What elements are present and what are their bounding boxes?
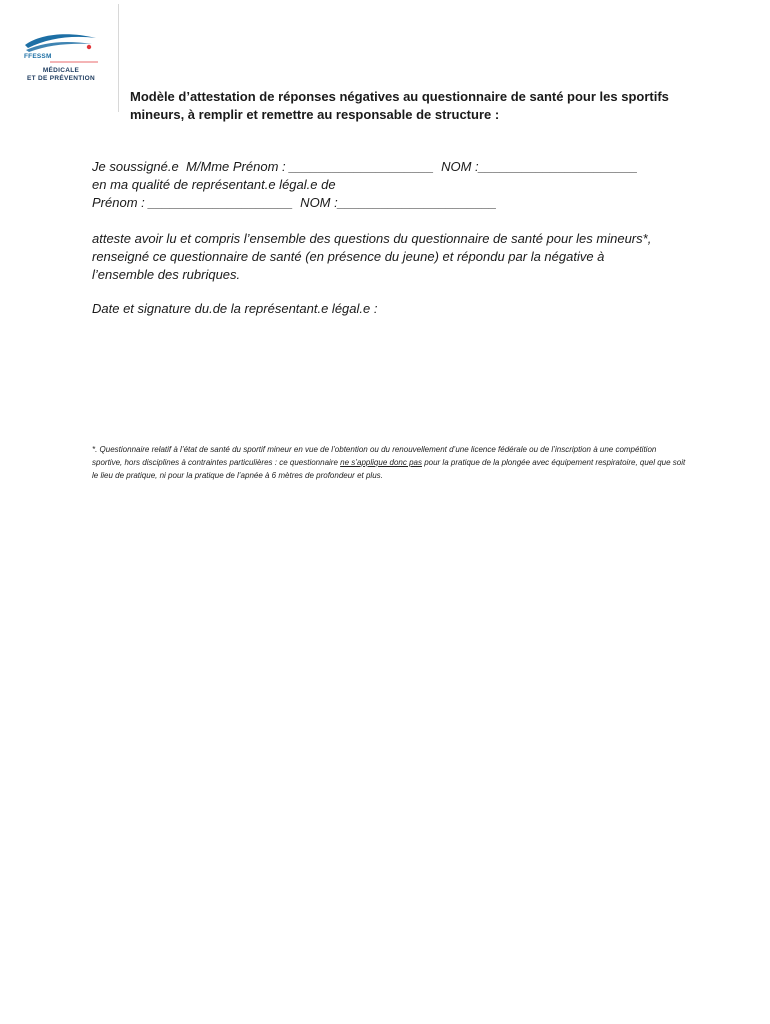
logo-subtitle-line1: MÉDICALE <box>42 67 80 74</box>
footnote-text-2: pour la pratique de la plongée avec équipement respiratoire, quel que soit le lieu de pratique, ni pour la pratique de l’apnée à 6 mètres de profondeur et plus. <box>92 458 686 480</box>
footnote <box>92 443 687 482</box>
logo-subtitle-line2: ET DE PRÉVENTION <box>26 75 95 82</box>
header-divider <box>118 4 119 112</box>
name-line: Je soussigné.e M/Mme Prénom : ____________________ NOM :______________________ <box>92 159 638 174</box>
logo-brand-text: FFESSM <box>24 53 52 60</box>
document-title: Modèle d’attestation de réponses négatives au questionnaire de santé pour les sportifs mineurs, à remplir et remettre au responsable de structure : <box>130 89 669 122</box>
minor-name-line: Prénom : ____________________ NOM :______________________ <box>92 195 497 210</box>
footnote-text-1: *. Questionnaire relatif à l’état de santé du sportif mineur en vue de l’obtention ou du renouvellement d’une licence fédérale ou de l’inscription à une compétition sportive, hors disciplines à contraintes particulières : ce questionnaire <box>92 445 657 467</box>
logo-underline <box>22 28 102 68</box>
attestation-paragraph: atteste avoir lu et compris l’ensemble des questions du questionnaire de santé pour les mineurs*, renseigné ce questionnaire de santé (en présence du jeune) et répondu par la négative à l’ensemble des rubriques. <box>92 231 652 282</box>
signature-line: Date et signature du.de la représentant.e légal.e : <box>92 301 378 316</box>
capacity-line: en ma qualité de représentant.e légal.e de <box>92 177 336 192</box>
ffessm-logo <box>22 28 102 86</box>
footnote-underlined: ne s’applique donc pas <box>340 458 422 467</box>
